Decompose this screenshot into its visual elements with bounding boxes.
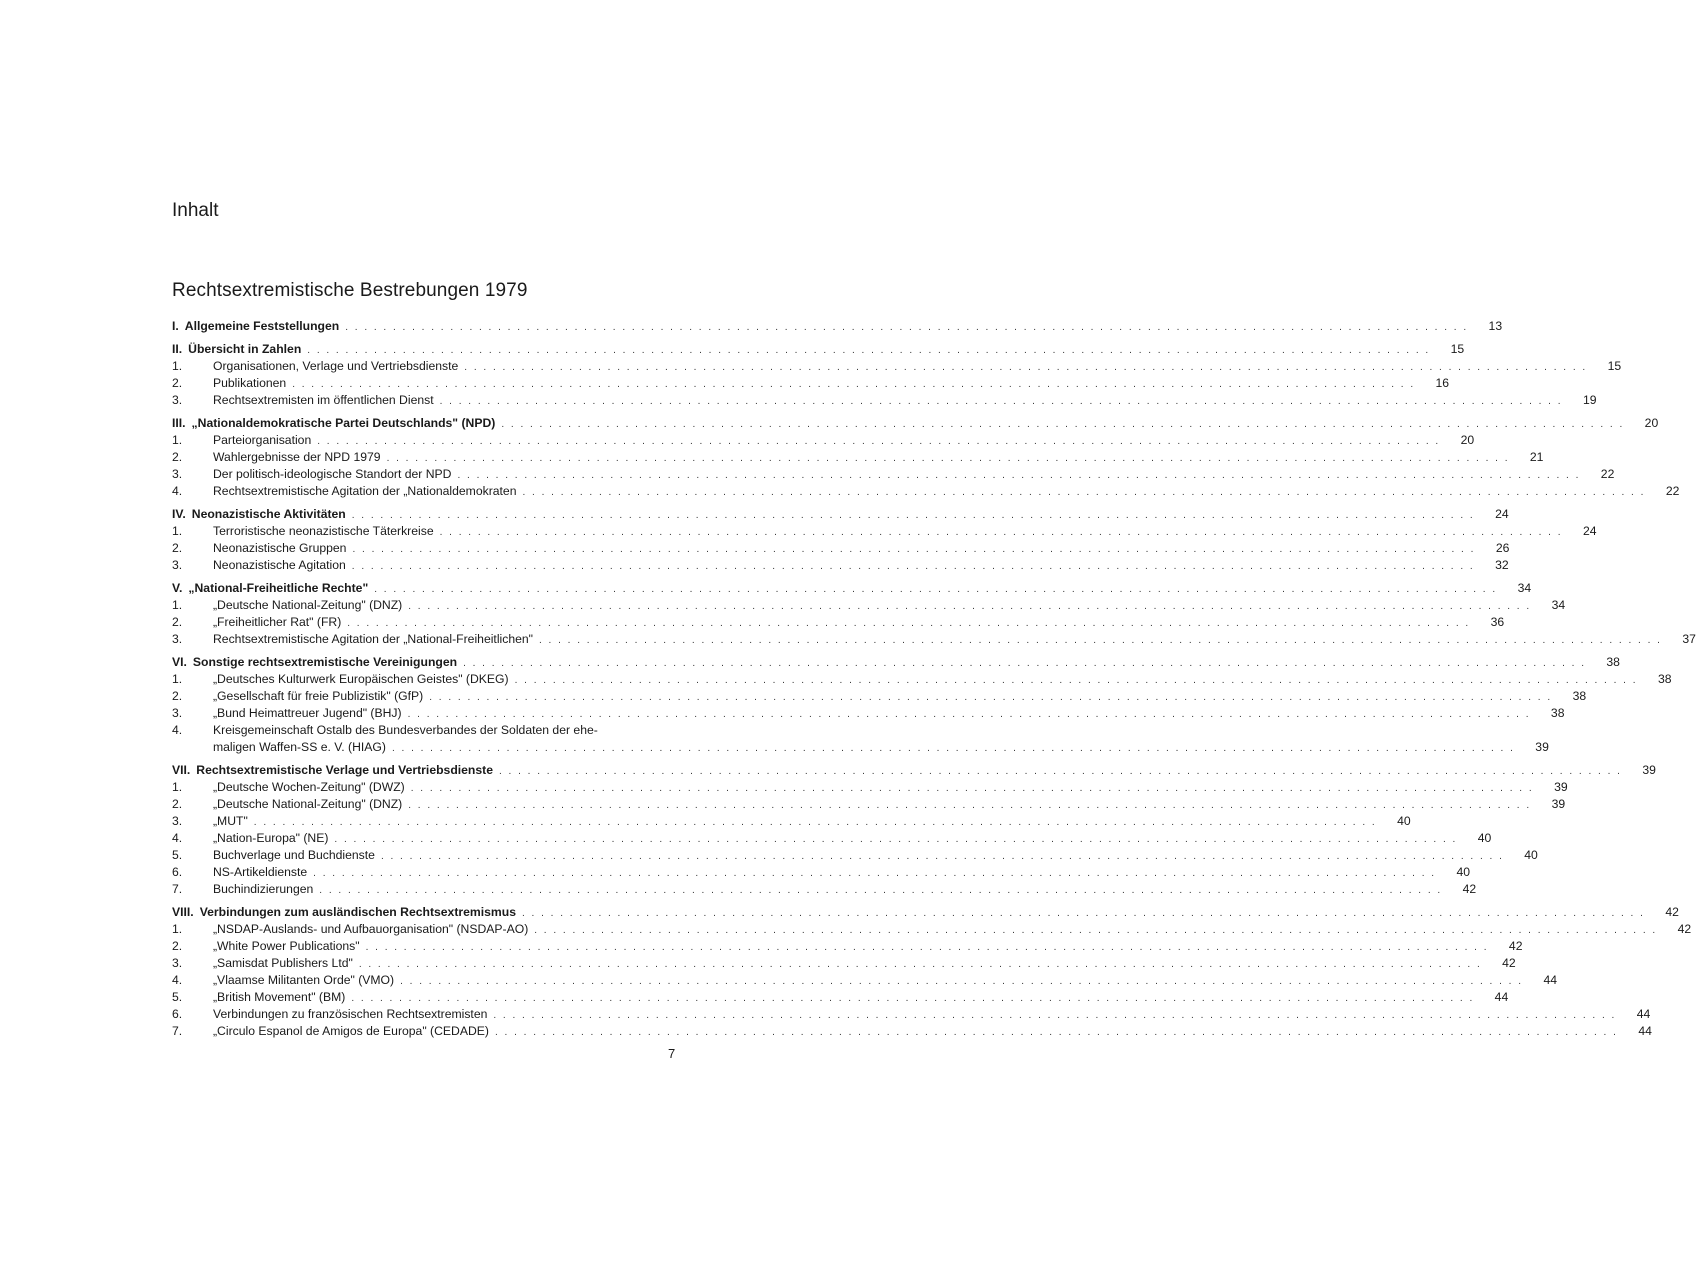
dot-leader: [463, 657, 1586, 671]
dot-leader: [292, 378, 1415, 392]
toc-entry-label: Buchindizierungen: [213, 882, 314, 896]
toc-entry[interactable]: [172, 921, 1692, 938]
dot-leader: [495, 1026, 1618, 1040]
toc-entry-number: 2.: [172, 450, 183, 464]
toc-entry-page: 39: [1554, 780, 1568, 794]
toc-section: [172, 341, 1622, 409]
toc-entry-label: Buchverlage und Buchdienste: [213, 848, 375, 862]
toc-entry[interactable]: [172, 705, 1565, 722]
toc-entry-page: 39: [1535, 740, 1549, 754]
toc-entry-label: Übersicht in Zahlen: [188, 342, 302, 356]
toc-section-heading[interactable]: [172, 506, 1509, 523]
toc-entry-label: „British Movement" (BM): [213, 990, 346, 1004]
dot-leader: [408, 799, 1531, 813]
page-title: Inhalt: [172, 200, 219, 221]
table-of-contents: [172, 318, 1696, 1046]
toc-entry[interactable]: [172, 614, 1505, 631]
toc-entry-page: 44: [1543, 973, 1557, 987]
dot-leader: [366, 941, 1489, 955]
dot-leader: [352, 560, 1475, 574]
toc-entry-page: 38: [1657, 672, 1672, 686]
dot-leader: [440, 395, 1563, 409]
toc-section-heading[interactable]: [172, 654, 1620, 671]
toc-entry-page: 44: [1638, 1024, 1652, 1038]
dot-leader: [493, 1009, 1616, 1023]
toc-entry-page: 24: [1582, 524, 1597, 538]
toc-entry-page: 15: [1450, 342, 1465, 356]
toc-entry-page: 32: [1495, 558, 1509, 572]
toc-entry[interactable]: [172, 358, 1622, 375]
toc-entry-page: 42: [1462, 882, 1477, 896]
toc-entry-page: 37: [1682, 632, 1696, 646]
toc-entry-label: „Nationaldemokratische Partei Deutschlands" (NPD): [191, 416, 496, 430]
dot-leader: [534, 924, 1657, 938]
toc-entry-page: 42: [1677, 922, 1692, 936]
dot-leader: [522, 486, 1645, 500]
toc-entry-number: V.: [172, 581, 183, 595]
toc-entry-number: 5.: [172, 990, 183, 1004]
toc-section-heading[interactable]: [172, 318, 1503, 335]
toc-entry-label: „Deutsche National-Zeitung" (DNZ): [213, 797, 403, 811]
toc-entry-label: „Vlaamse Militanten Orde" (VMO): [213, 973, 395, 987]
toc-entry[interactable]: [172, 813, 1411, 830]
toc-entry-label: Neonazistische Aktivitäten: [191, 507, 346, 521]
toc-entry-number: 3.: [172, 956, 183, 970]
toc-entry-number: VII.: [172, 763, 191, 777]
toc-entry-page: 39: [1642, 763, 1656, 777]
page-number: 7: [668, 1046, 676, 1061]
toc-entry-page: 20: [1644, 416, 1659, 430]
toc-entry-page: 13: [1488, 319, 1503, 333]
toc-section: [172, 506, 1597, 574]
toc-entry-label: „Bund Heimattreuer Jugend" (BHJ): [213, 706, 402, 720]
toc-entry-label: Organisationen, Verlage und Vertriebsdienste: [213, 359, 459, 373]
toc-entry-number: 1.: [172, 433, 183, 447]
toc-entry[interactable]: [172, 972, 1557, 989]
toc-entry-page: 15: [1607, 359, 1622, 373]
toc-entry-number: 2.: [172, 939, 183, 953]
toc-entry-label: Publikationen: [213, 376, 287, 390]
toc-entry-number: III.: [172, 416, 186, 430]
toc-entry[interactable]: [172, 722, 1549, 756]
toc-entry-page: 44: [1636, 1007, 1651, 1021]
toc-entry-page: 38: [1606, 655, 1620, 669]
toc-entry-label: „Nation-Europa" (NE): [213, 831, 329, 845]
toc-section: [172, 415, 1680, 500]
toc-entry-label: Rechtsextremistische Agitation der „National-Freiheitlichen": [213, 632, 533, 646]
dot-leader: [387, 452, 1510, 466]
toc-entry-number: 3.: [172, 558, 183, 572]
toc-entry-number: 1.: [172, 524, 183, 538]
toc-entry-page: 38: [1572, 689, 1587, 703]
toc-entry[interactable]: [172, 631, 1696, 648]
toc-entry-page: 40: [1477, 831, 1492, 845]
toc-entry[interactable]: [172, 830, 1492, 847]
toc-entry-number: II.: [172, 342, 183, 356]
toc-entry-page: 44: [1494, 990, 1509, 1004]
toc-entry-multiline-label: [213, 722, 1549, 756]
toc-entry-page: 42: [1665, 905, 1679, 919]
toc-entry-label: „NSDAP-Auslands- und Aufbauorganisation" (NSDAP-AO): [213, 922, 529, 936]
toc-entry-page: 22: [1665, 484, 1680, 498]
toc-entry-page: 36: [1490, 615, 1505, 629]
toc-entry-number: 3.: [172, 632, 183, 646]
toc-entry-label: Rechtsextremistische Verlage und Vertriebsdienste: [196, 763, 493, 777]
toc-entry-label: Parteiorganisation: [213, 433, 312, 447]
toc-entry[interactable]: [172, 847, 1538, 864]
dot-leader: [457, 469, 1580, 483]
toc-entry-label: Verbindungen zum ausländischen Rechtsextremismus: [199, 905, 516, 919]
dot-leader: [254, 816, 1377, 830]
toc-entry-page: 38: [1550, 706, 1565, 720]
toc-section-heading[interactable]: [172, 580, 1532, 597]
dot-leader: [408, 708, 1531, 722]
toc-section-heading[interactable]: [172, 341, 1465, 358]
toc-entry-label-line2-row: [213, 739, 1549, 756]
toc-entry[interactable]: [172, 597, 1566, 614]
toc-entry[interactable]: [172, 881, 1477, 898]
toc-entry-number: 2.: [172, 689, 183, 703]
toc-entry[interactable]: [172, 779, 1568, 796]
toc-section-heading[interactable]: [172, 415, 1659, 432]
toc-entry[interactable]: [172, 483, 1680, 500]
toc-entry-page: 40: [1456, 865, 1471, 879]
toc-entry-page: 26: [1495, 541, 1510, 555]
dot-leader: [392, 742, 1515, 756]
toc-entry-page: 42: [1502, 956, 1516, 970]
dot-leader: [429, 691, 1552, 705]
dot-leader: [515, 674, 1638, 688]
toc-entry-label: Rechtsextremistische Agitation der „Nationaldemokraten: [213, 484, 517, 498]
toc-section-heading[interactable]: [172, 904, 1679, 921]
dot-leader: [345, 321, 1468, 335]
toc-entry-number: 7.: [172, 882, 183, 896]
toc-entry[interactable]: [172, 864, 1471, 881]
toc-entry-label: „Deutsches Kulturwerk Europäischen Geistes" (DKEG): [213, 672, 509, 686]
toc-entry[interactable]: [172, 671, 1672, 688]
toc-entry-label: Verbindungen zu französischen Rechtsextremisten: [213, 1007, 488, 1021]
toc-entry[interactable]: [172, 466, 1615, 483]
toc-section: [172, 904, 1692, 1040]
dot-leader: [464, 361, 1587, 375]
toc-entry-label: Neonazistische Agitation: [213, 558, 346, 572]
report-subtitle: Rechtsextremistische Bestrebungen 1979: [172, 280, 528, 301]
toc-entry[interactable]: [172, 1006, 1651, 1023]
toc-entry-page: 20: [1460, 433, 1475, 447]
dot-leader: [400, 975, 1523, 989]
dot-leader: [351, 992, 1474, 1006]
toc-entry-page: 22: [1600, 467, 1615, 481]
toc-entry[interactable]: [172, 557, 1509, 574]
toc-entry-label: Wahlergebnisse der NPD 1979: [213, 450, 381, 464]
dot-leader: [499, 765, 1622, 779]
dot-leader: [319, 884, 1442, 898]
toc-entry-page: 42: [1508, 939, 1523, 953]
toc-entry-label-line2: maligen Waffen-SS e. V. (HIAG): [213, 740, 386, 754]
toc-entry[interactable]: [172, 375, 1450, 392]
toc-entry-page: 40: [1397, 814, 1411, 828]
toc-entry[interactable]: [172, 938, 1523, 955]
toc-entry-number: 4.: [172, 973, 183, 987]
toc-entry[interactable]: [172, 449, 1544, 466]
toc-section: [172, 762, 1656, 898]
toc-entry-number: 3.: [172, 814, 183, 828]
toc-section: [172, 318, 1503, 335]
toc-entry-number: 2.: [172, 376, 183, 390]
dot-leader: [313, 867, 1436, 881]
toc-entry-page: 19: [1582, 393, 1597, 407]
toc-entry-label: „MUT": [213, 814, 248, 828]
toc-entry-number: 1.: [172, 922, 183, 936]
toc-section: [172, 654, 1672, 756]
toc-entry-label: Sonstige rechtsextremistische Vereinigungen: [192, 655, 458, 669]
dot-leader: [539, 634, 1662, 648]
toc-entry-label: Terroristische neonazistische Täterkreise: [213, 524, 434, 538]
dot-leader: [352, 543, 1475, 557]
toc-entry[interactable]: [172, 955, 1516, 972]
toc-entry-label: „National-Freiheitliche Rechte": [188, 581, 369, 595]
toc-entry-number: 4.: [172, 723, 183, 737]
toc-entry-number: 3.: [172, 706, 183, 720]
toc-entry-label: „Circulo Espanol de Amigos de Europa" (CEDADE): [213, 1024, 489, 1038]
toc-entry-label: „Samisdat Publishers Ltd": [213, 956, 353, 970]
toc-entry-page: 34: [1551, 598, 1566, 612]
toc-entry-page: 24: [1495, 507, 1509, 521]
toc-entry-label: „Deutsche Wochen-Zeitung" (DWZ): [213, 780, 405, 794]
toc-entry[interactable]: [172, 432, 1475, 449]
toc-entry-number: VIII.: [172, 905, 194, 919]
dot-leader: [522, 907, 1645, 921]
toc-entry-label: „White Power Publications": [213, 939, 360, 953]
toc-entry-label: Allgemeine Feststellungen: [184, 319, 340, 333]
toc-entry-number: IV.: [172, 507, 186, 521]
toc-entry-number: 2.: [172, 541, 183, 555]
toc-section: [172, 580, 1696, 648]
toc-entry-number: 2.: [172, 615, 183, 629]
toc-entry[interactable]: [172, 392, 1597, 409]
toc-entry-label: Rechtsextremisten im öffentlichen Dienst: [213, 393, 434, 407]
dot-leader: [501, 418, 1624, 432]
toc-entry-page: 34: [1517, 581, 1532, 595]
toc-entry-label: „Gesellschaft für freie Publizistik" (GfP): [213, 689, 424, 703]
toc-entry-number: 4.: [172, 484, 183, 498]
dot-leader: [352, 509, 1475, 523]
toc-entry-page: 21: [1529, 450, 1544, 464]
toc-entry-label: „Freiheitlicher Rat" (FR): [213, 615, 342, 629]
toc-entry-label: Neonazistische Gruppen: [213, 541, 347, 555]
toc-entry-number: 6.: [172, 865, 183, 879]
dot-leader: [317, 435, 1440, 449]
toc-entry-number: 1.: [172, 359, 183, 373]
dot-leader: [359, 958, 1482, 972]
toc-entry-label-line1: Kreisgemeinschaft Ostalb des Bundesverbandes der Soldaten der ehe-: [213, 723, 598, 737]
dot-leader: [408, 600, 1531, 614]
toc-entry-number: 1.: [172, 780, 183, 794]
toc-entry[interactable]: [172, 989, 1509, 1006]
toc-entry-number: 1.: [172, 598, 183, 612]
toc-entry-number: 2.: [172, 797, 183, 811]
toc-entry-number: 4.: [172, 831, 183, 845]
toc-entry[interactable]: [172, 796, 1566, 813]
toc-entry-page: 40: [1524, 848, 1538, 862]
dot-leader: [334, 833, 1457, 847]
toc-entry-number: 1.: [172, 672, 183, 686]
toc-entry-number: I.: [172, 319, 179, 333]
toc-entry-number: 3.: [172, 393, 183, 407]
toc-entry-page: 39: [1551, 797, 1566, 811]
toc-entry-label: Der politisch-ideologische Standort der NPD: [213, 467, 452, 481]
toc-entry-label: „Deutsche National-Zeitung" (DNZ): [213, 598, 403, 612]
dot-leader: [347, 617, 1470, 631]
dot-leader: [307, 344, 1430, 358]
toc-entry[interactable]: [172, 523, 1597, 540]
dot-leader: [411, 782, 1534, 796]
toc-entry-number: 6.: [172, 1007, 183, 1021]
toc-entry-number: VI.: [172, 655, 187, 669]
toc-entry-number: 7.: [172, 1024, 183, 1038]
toc-section-heading[interactable]: [172, 762, 1656, 779]
dot-leader: [381, 850, 1504, 864]
dot-leader: [374, 583, 1497, 597]
toc-entry-number: 5.: [172, 848, 183, 862]
toc-entry[interactable]: [172, 688, 1587, 705]
toc-entry-number: 3.: [172, 467, 183, 481]
toc-entry-page: 16: [1435, 376, 1450, 390]
dot-leader: [440, 526, 1563, 540]
toc-entry[interactable]: [172, 1023, 1652, 1040]
toc-entry-label: NS-Artikeldienste: [213, 865, 308, 879]
toc-entry[interactable]: [172, 540, 1510, 557]
